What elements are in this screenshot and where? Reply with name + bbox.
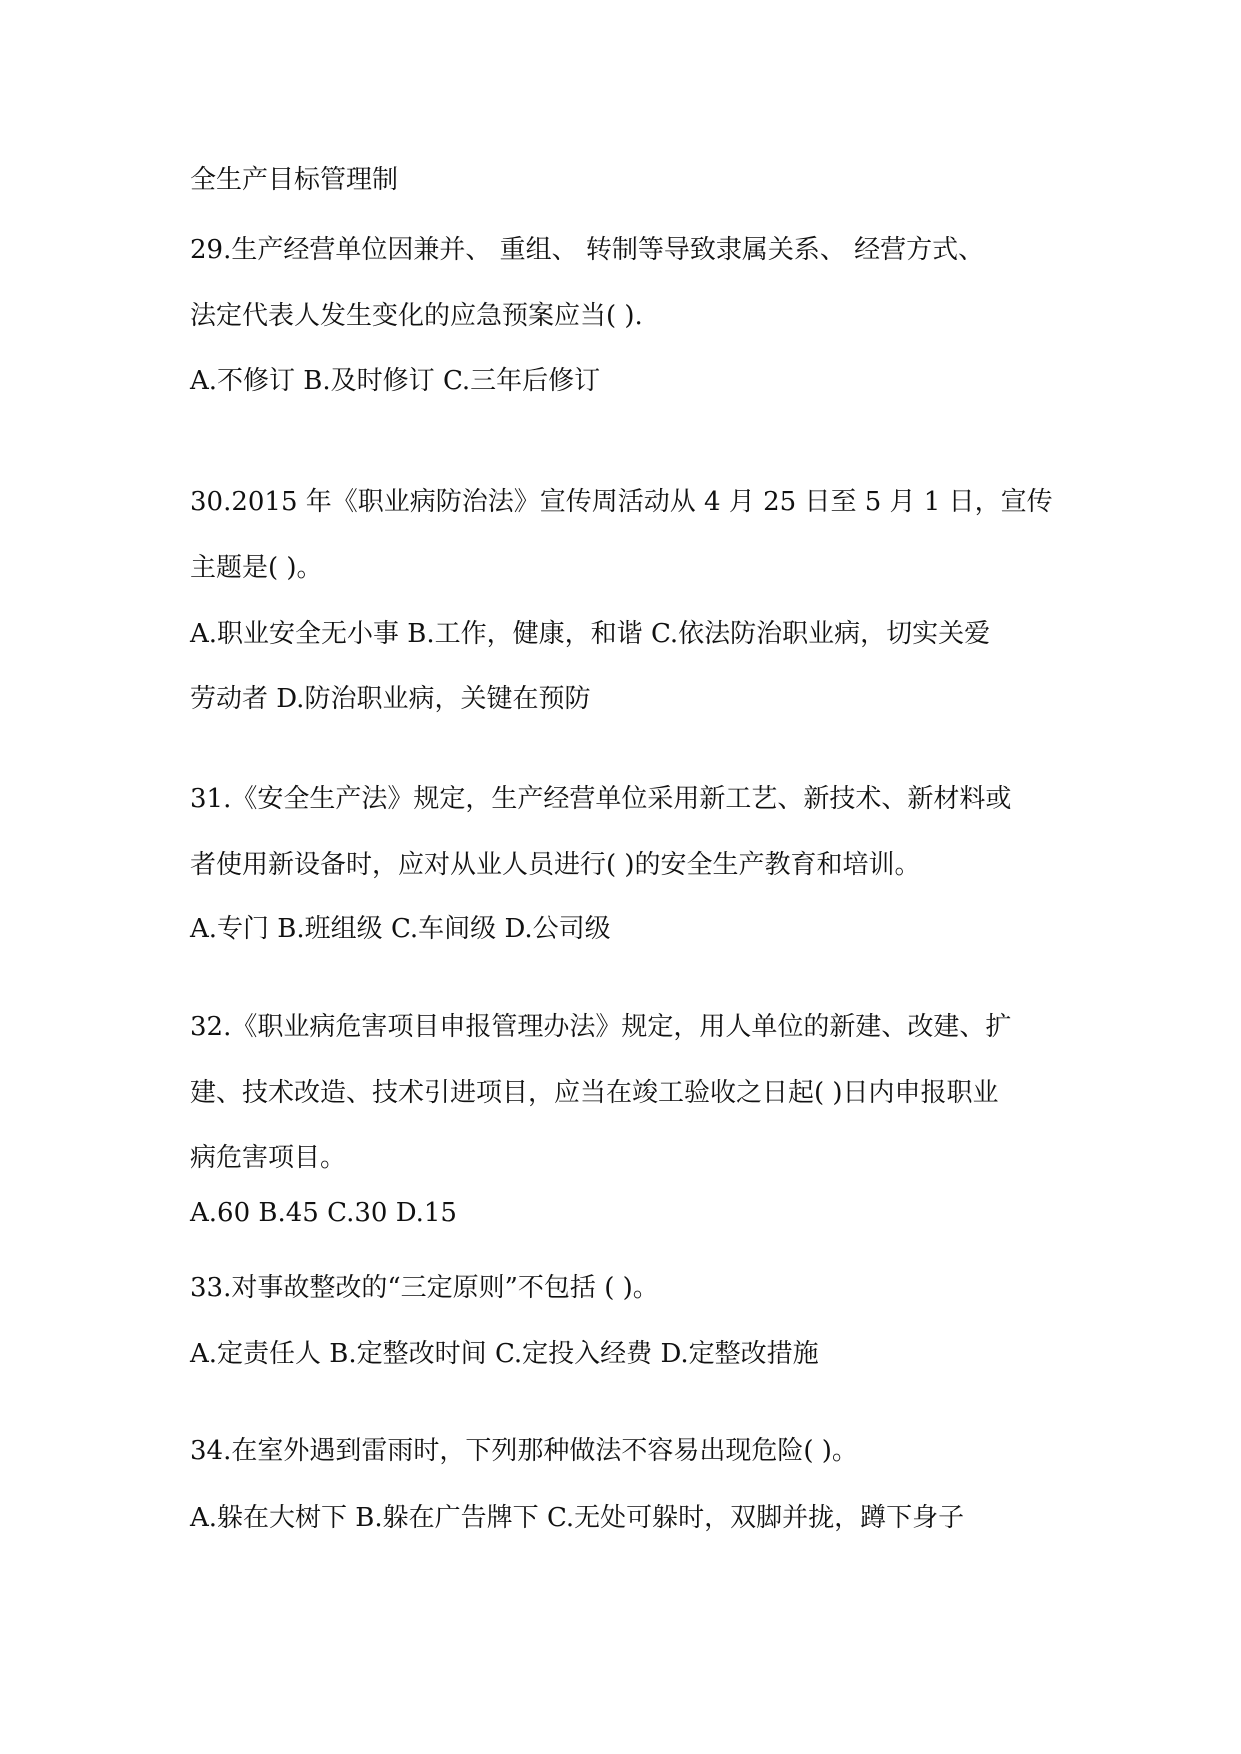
question-32-line-3: 病危害项目。 [190,1143,347,1173]
question-31-line-1: 31.《安全生产法》规定，生产经营单位采用新工艺、新技术、新材料或 [190,784,1012,814]
question-30-options-line-1: A.职业安全无小事 B.工作，健康，和谐 C.依法防治职业病，切实关爱 [190,619,991,649]
question-33-options: A.定责任人 B.定整改时间 C.定投入经费 D.定整改措施 [190,1339,819,1369]
question-31-line-2: 者使用新设备时，应对从业人员进行( )的安全生产教育和培训。 [190,850,921,880]
text-line-continuation: 全生产目标管理制 [190,165,399,195]
question-32-line-2: 建、技术改造、技术引进项目，应当在竣工验收之日起( )日内申报职业 [190,1078,999,1108]
question-30-options-line-2: 劳动者 D.防治职业病，关键在预防 [190,684,591,714]
question-34-line-1: 34.在室外遇到雷雨时，下列那种做法不容易出现危险( )。 [190,1436,858,1466]
question-29-line-1: 29.生产经营单位因兼并、 重组、 转制等导致隶属关系、 经营方式、 [190,235,985,265]
question-32-options: A.60 B.45 C.30 D.15 [190,1198,457,1228]
question-29-options: A.不修订 B.及时修订 C.三年后修订 [190,366,601,396]
question-34-options: A.躲在大树下 B.躲在广告牌下 C.无处可躲时，双脚并拢，蹲下身子 [190,1503,965,1533]
question-30-line-1: 30.2015 年《职业病防治法》宣传周活动从 4 月 25 日至 5 月 1 日，宣传 [190,487,1053,517]
question-31-options: A.专门 B.班组级 C.车间级 D.公司级 [190,914,611,944]
question-32-line-1: 32.《职业病危害项目申报管理办法》规定，用人单位的新建、改建、扩 [190,1012,1012,1042]
question-30-line-2: 主题是( )。 [190,553,323,583]
question-29-line-2: 法定代表人发生变化的应急预案应当( ). [190,301,643,331]
question-33-line-1: 33.对事故整改的“三定原则”不包括 ( )。 [190,1273,659,1303]
